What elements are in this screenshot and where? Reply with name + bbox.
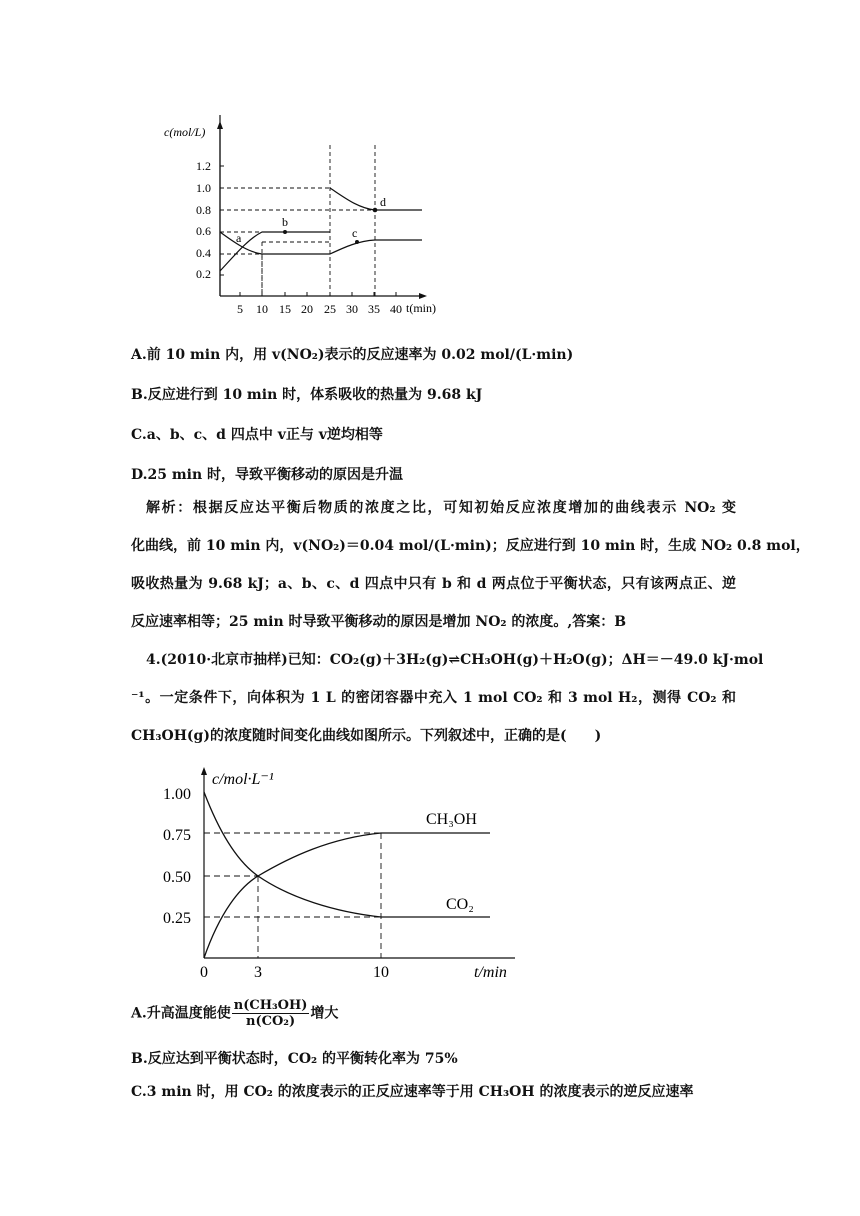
chart1-ytick: 1.0: [196, 181, 211, 195]
chart2-series-ch3oh: CH₃OH: [426, 811, 477, 828]
chart2-ytick: 0.25: [163, 910, 191, 927]
chart1-xtick: 15: [279, 302, 291, 316]
chart1-xtick: 25: [324, 302, 336, 316]
q4-option-a-fraction: [232, 998, 310, 1029]
q3-analysis: [131, 489, 810, 641]
q4-stem: [131, 641, 764, 755]
chart1-ylabel: c(mol/L): [164, 125, 206, 139]
stem-line: ⁻¹。一定条件下，向体积为 1 L 的密闭容器中充入 1 mol CO₂ 和 3 mol H₂，测得 CO₂ 和: [131, 690, 736, 706]
chart2-series-co2: CO₂: [446, 896, 474, 913]
chart-co2-ch3oh-concentration: [160, 762, 530, 987]
q4-option-a-suffix: 增大: [310, 1005, 339, 1022]
chart1-xtick: 30: [346, 302, 358, 316]
chart1-xtick: 40: [390, 302, 402, 316]
q3-option-d: D.25 min 时，导致平衡移动的原因是升温: [131, 467, 404, 483]
chart2-ytick: 0.75: [163, 827, 191, 844]
chart1-label-c: c: [352, 226, 358, 240]
fraction-numerator: n(CH₃OH): [233, 998, 308, 1013]
chart2-ylabel: c/mol·L⁻¹: [212, 771, 274, 788]
fraction-denominator: n(CO₂): [246, 1014, 296, 1029]
chart1-curve-falling: [220, 232, 422, 254]
chart1-ytick: 0.8: [196, 203, 211, 217]
chart1-xlabel: t(min): [406, 301, 436, 315]
chart1-ytick: 1.2: [196, 159, 211, 173]
chart1-xtick: 5: [237, 302, 243, 316]
q4-option-a-prefix: A.升高温度能使: [131, 1005, 231, 1022]
chart1-xtick: 35: [368, 302, 380, 316]
q3-option-b: B.反应进行到 10 min 时，体系吸收的热量为 9.68 kJ: [131, 387, 483, 403]
analysis-line: 化曲线，前 10 min 内，v(NO₂)＝0.04 mol/(L·min)；反应进行到 10 min 时，生成 NO₂ 0.8 mol，: [131, 538, 810, 554]
chart1-xtick: 20: [301, 302, 313, 316]
stem-line: 4.(2010·北京市抽样)已知：CO₂(g)＋3H₂(g)⇌CH₃OH(g)＋H₂O(g)；ΔH＝－49.0 kJ·mol: [146, 652, 764, 668]
chart1-label-d: d: [380, 195, 386, 209]
chart2-xtick: 0: [200, 964, 208, 981]
chart1-curve-top: [330, 188, 422, 210]
analysis-line: 吸收热量为 9.68 kJ；a、b、c、d 四点中只有 b 和 d 两点位于平衡状态，只有该两点正、逆: [131, 576, 736, 592]
q4-option-a: [131, 998, 338, 1029]
stem-line: CH₃OH(g)的浓度随时间变化曲线如图所示。下列叙述中，正确的是( ): [131, 728, 602, 744]
chart2-xlabel: t/min: [474, 964, 507, 981]
chart1-xtick: 10: [256, 302, 268, 316]
chart2-xtick: 10: [373, 964, 389, 981]
chart1-point-c: [355, 240, 359, 244]
chart1-ytick: 0.4: [196, 246, 211, 260]
chart2-xtick: 3: [254, 964, 262, 981]
chart1-ytick: 0.6: [196, 224, 211, 238]
chart1-point-b: [283, 230, 287, 234]
q3-option-a: A.前 10 min 内，用 v(NO₂)表示的反应速率为 0.02 mol/(L·min): [131, 347, 574, 363]
chart1-label-b: b: [282, 215, 288, 229]
chart1-point-d: [373, 208, 378, 213]
chart1-label-a: a: [236, 231, 242, 245]
chart2-ytick: 0.50: [163, 869, 191, 886]
chart2-ytick: 1.00: [163, 786, 191, 803]
analysis-line: 反应速率相等；25 min 时导致平衡移动的原因是增加 NO₂ 的浓度。,答案：B: [131, 614, 627, 630]
chart-no2-concentration: [150, 115, 460, 320]
q3-option-c: C.a、b、c、d 四点中 v正与 v逆均相等: [131, 427, 383, 443]
analysis-line: 解析：根据反应达平衡后物质的浓度之比，可知初始反应浓度增加的曲线表示 NO₂ 变: [146, 500, 736, 516]
q4-option-b: B.反应达到平衡状态时，CO₂ 的平衡转化率为 75%: [131, 1051, 458, 1067]
chart1-ytick: 0.2: [196, 267, 211, 281]
q4-option-c: C.3 min 时，用 CO₂ 的浓度表示的正反应速率等于用 CH₃OH 的浓度表示的逆反应速率: [131, 1084, 694, 1100]
